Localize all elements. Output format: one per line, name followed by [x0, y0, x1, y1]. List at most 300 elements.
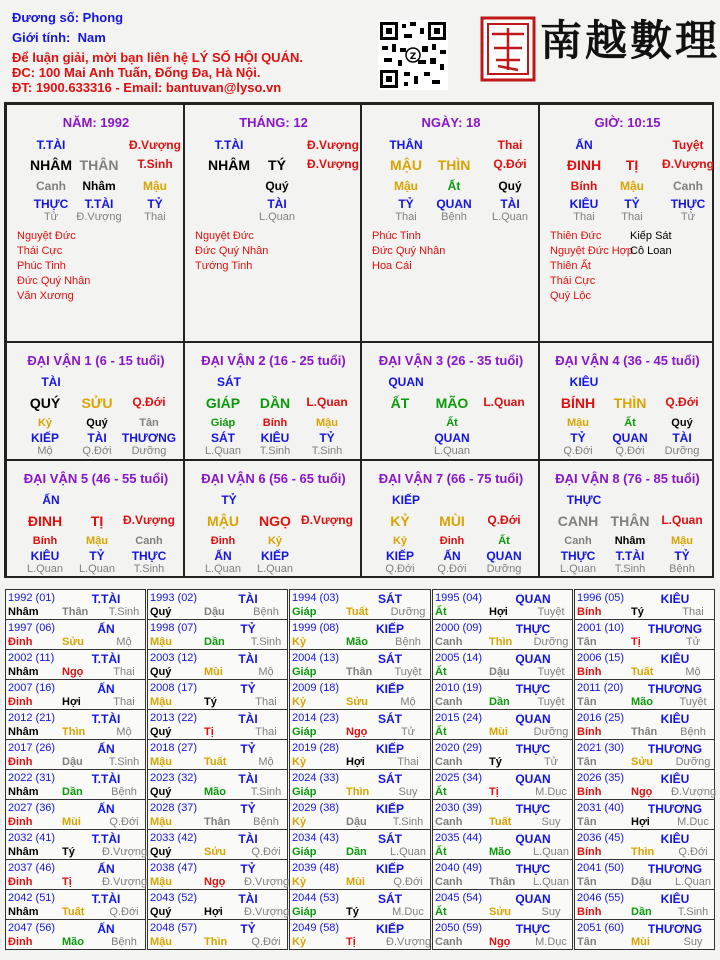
- year-god: KIẾP: [375, 922, 404, 936]
- year-state: M.Dục: [392, 906, 424, 918]
- year-label: 2046 (55): [577, 892, 625, 904]
- dai-van-god-hidden: TỶ: [319, 431, 335, 445]
- year-cell[interactable]: [289, 679, 431, 710]
- year-god: QUAN: [515, 832, 551, 846]
- year-stem: Quý: [150, 666, 172, 678]
- year-branch: Sửu: [631, 756, 654, 768]
- year-cell[interactable]: [432, 589, 573, 620]
- dai-van-god-hidden: TÀI: [672, 431, 692, 445]
- star-item: Kiếp Sát: [630, 230, 672, 242]
- year-branch: Hợi: [62, 696, 81, 708]
- dai-van-hidden: Quý: [671, 417, 693, 429]
- year-stem: Ất: [435, 846, 447, 858]
- year-god: TÀI: [238, 652, 258, 666]
- year-stem: Mậu: [150, 756, 172, 768]
- year-label: 2002 (11): [8, 652, 55, 664]
- year-cell[interactable]: [147, 919, 288, 950]
- year-state: M.Dục: [677, 816, 709, 828]
- year-label: 2031 (40): [577, 802, 625, 814]
- year-state: Dưỡng: [390, 606, 426, 618]
- year-cell[interactable]: [432, 619, 573, 650]
- year-stem: Ất: [435, 666, 447, 678]
- year-cell[interactable]: [5, 709, 146, 740]
- year-branch: Mùi: [204, 666, 223, 678]
- year-stem: Canh: [435, 936, 463, 948]
- year-stem: Nhâm: [8, 846, 39, 858]
- year-cell[interactable]: [289, 649, 431, 680]
- year-branch: Mùi: [346, 876, 365, 888]
- year-stem: Nhâm: [8, 906, 39, 918]
- year-label: 2051 (60): [577, 922, 625, 934]
- year-state: Đ.Vượng: [244, 876, 290, 888]
- year-branch: Thìn: [631, 846, 655, 858]
- dai-van-state: Mộ: [37, 445, 53, 457]
- year-cell[interactable]: [574, 769, 715, 800]
- year-label: 2038 (47): [150, 862, 198, 874]
- dai-van-god: KIÊU: [569, 375, 599, 389]
- year-label: 2047 (56): [8, 922, 56, 934]
- year-stem: Canh: [435, 696, 463, 708]
- dai-van-state: Dưỡng: [486, 563, 522, 575]
- year-label: 2049 (58): [292, 922, 340, 934]
- dai-van-god-hidden: QUAN: [486, 549, 522, 563]
- year-label: 2048 (57): [150, 922, 198, 934]
- year-cell[interactable]: [574, 709, 715, 740]
- dai-van-hidden: Bính: [262, 417, 288, 429]
- year-state: Tuyệt: [537, 666, 565, 678]
- year-cell[interactable]: [574, 619, 715, 650]
- year-cell[interactable]: [289, 859, 431, 890]
- year-cell[interactable]: [574, 919, 715, 950]
- star-item: Đức Quý Nhân: [17, 275, 91, 287]
- year-stem: Đinh: [8, 936, 33, 948]
- dai-van-state: Q.Đới: [385, 563, 415, 575]
- dai-van-god-hidden: SÁT: [211, 431, 235, 445]
- dai-van-hidden: Tân: [139, 417, 159, 429]
- year-cell[interactable]: [5, 799, 146, 830]
- dai-van-cell: [6, 460, 184, 578]
- year-stem: Mậu: [150, 936, 172, 948]
- year-label: 1992 (01): [8, 592, 56, 604]
- dai-van-state: T.Sinh: [133, 563, 165, 575]
- year-cell[interactable]: [5, 769, 146, 800]
- year-label: 2036 (45): [577, 832, 625, 844]
- year-cell[interactable]: [432, 799, 573, 830]
- dai-van-state: Q.Đới: [82, 445, 112, 457]
- year-branch: Thân: [346, 666, 373, 678]
- dai-van-god-hidden: THỰC: [131, 549, 167, 563]
- year-label: 2026 (35): [577, 772, 625, 784]
- year-god: SÁT: [378, 772, 402, 786]
- dai-van-god-hidden: T.TÀI: [615, 549, 645, 563]
- pillar-hidden: Quý: [498, 179, 522, 193]
- year-stem: Giáp: [292, 846, 317, 858]
- year-label: 2037 (46): [8, 862, 56, 874]
- pillar-hidden: Nhâm: [82, 179, 116, 193]
- year-label: 2000 (09): [435, 622, 483, 634]
- year-cell[interactable]: [147, 799, 288, 830]
- year-label: 2029 (38): [292, 802, 340, 814]
- year-label: 1995 (04): [435, 592, 483, 604]
- year-state: Thai: [397, 756, 419, 768]
- year-god: QUAN: [515, 652, 551, 666]
- year-stem: Nhâm: [8, 606, 39, 618]
- year-label: 2013 (22): [150, 712, 198, 724]
- star-item: Phúc Tinh: [17, 260, 66, 272]
- dai-van-god-hidden: THƯƠNG: [121, 431, 177, 445]
- contact-line: Để luận giải, mời bạn liên hệ LÝ SỐ HỘI QUÁN.: [12, 50, 303, 65]
- star-item: Thiên Ất: [550, 260, 591, 272]
- year-state: Q.Đới: [251, 936, 281, 948]
- dai-van-god: TÀI: [41, 375, 61, 389]
- dai-van-hidden: Ất: [446, 417, 458, 429]
- year-state: Suy: [398, 786, 418, 798]
- year-cell[interactable]: [432, 919, 573, 950]
- star-item: Phúc Tinh: [372, 230, 421, 242]
- year-god: TÀI: [238, 592, 258, 606]
- year-cell[interactable]: [432, 889, 573, 920]
- year-stem: Kỷ: [292, 876, 307, 888]
- dai-van-god-hidden: ẤN: [443, 549, 461, 563]
- year-state: Mộ: [258, 666, 274, 678]
- year-god: ẤN: [97, 682, 115, 696]
- year-branch: Hợi: [346, 756, 365, 768]
- year-stem: Bính: [577, 846, 602, 858]
- year-branch: Ngọ: [489, 936, 511, 948]
- year-label: 2017 (26): [8, 742, 56, 754]
- year-state: Tuyệt: [537, 696, 565, 708]
- qr-code[interactable]: [378, 20, 448, 90]
- dai-van-main: KỶ: [390, 513, 410, 529]
- year-label: 2034 (43): [292, 832, 340, 844]
- pillar-stars: [195, 229, 268, 274]
- year-god: THƯƠNG: [647, 802, 703, 816]
- year-stem: Kỷ: [292, 696, 307, 708]
- dai-van-state: T.Sinh: [311, 445, 343, 457]
- pillar-gods: TỶ: [398, 197, 414, 211]
- pillar-main: TÝ: [268, 157, 286, 173]
- year-cell[interactable]: [5, 859, 146, 890]
- pillar-main: Đ.Vượng: [307, 157, 359, 171]
- year-state: Bệnh: [680, 726, 706, 738]
- year-cell[interactable]: [289, 619, 431, 650]
- year-branch: Dần: [346, 846, 367, 858]
- dai-van-cell: [184, 460, 361, 578]
- dai-van-title: ĐẠI VẬN 4 (36 - 45 tuổi): [555, 353, 700, 368]
- year-branch: Tý: [631, 606, 644, 618]
- year-god: SÁT: [378, 652, 402, 666]
- pillar-gods: KIÊU: [569, 197, 599, 211]
- pillar-main: NHÂM: [30, 157, 72, 173]
- year-branch: Tị: [346, 936, 356, 948]
- year-state: Bệnh: [111, 936, 137, 948]
- year-branch: Dậu: [62, 756, 83, 768]
- year-cell[interactable]: [432, 709, 573, 740]
- year-cell[interactable]: [289, 739, 431, 770]
- year-cell[interactable]: [432, 679, 573, 710]
- year-label: 2006 (15): [577, 652, 625, 664]
- dai-van-hidden: Nhâm: [614, 535, 646, 547]
- year-cell[interactable]: [289, 799, 431, 830]
- year-cell[interactable]: [5, 919, 146, 950]
- pillar-gods: TỶ: [147, 197, 163, 211]
- year-god: KIÊU: [660, 832, 690, 846]
- year-god: THỰC: [515, 802, 551, 816]
- pillar-states: L.Quan: [258, 211, 296, 223]
- year-label: 2014 (23): [292, 712, 340, 724]
- year-label: 2004 (13): [292, 652, 340, 664]
- pillar-states: Thai: [395, 211, 417, 223]
- year-state: Mộ: [685, 666, 701, 678]
- pillar-main: Q.Đới: [493, 157, 527, 171]
- year-branch: Tuất: [346, 606, 369, 618]
- year-cell[interactable]: [289, 829, 431, 860]
- year-god: KIÊU: [660, 892, 690, 906]
- year-stem: Giáp: [292, 786, 317, 798]
- year-label: 1997 (06): [8, 622, 56, 634]
- year-state: T.Sinh: [250, 786, 282, 798]
- year-cell[interactable]: [147, 889, 288, 920]
- year-cell[interactable]: [574, 739, 715, 770]
- year-stem: Đinh: [8, 816, 33, 828]
- dai-van-god-hidden: KIẾP: [260, 549, 289, 563]
- year-cell[interactable]: [147, 859, 288, 890]
- phone-email-line: ĐT: 1900.633316 - Email: bantuvan@lyso.vn: [12, 80, 282, 95]
- year-god: TỶ: [240, 862, 256, 876]
- year-cell[interactable]: [289, 889, 431, 920]
- year-cell[interactable]: [432, 859, 573, 890]
- year-cell[interactable]: [574, 679, 715, 710]
- year-stem: Mậu: [150, 636, 172, 648]
- year-god: KIẾP: [375, 862, 404, 876]
- year-cell[interactable]: [147, 649, 288, 680]
- pillar-cell: [361, 104, 539, 342]
- year-cell[interactable]: [147, 679, 288, 710]
- year-label: 1993 (02): [150, 592, 198, 604]
- dai-van-title: ĐẠI VẬN 8 (76 - 85 tuổi): [555, 471, 700, 486]
- year-god: SÁT: [378, 832, 402, 846]
- pillar-states: L.Quan: [491, 211, 529, 223]
- year-branch: Mão: [631, 696, 653, 708]
- star-item: Thiên Đức: [550, 230, 602, 242]
- pillar-top: ẤN: [575, 138, 593, 152]
- year-cell[interactable]: [147, 829, 288, 860]
- year-cell[interactable]: [5, 619, 146, 650]
- year-cell[interactable]: [289, 919, 431, 950]
- year-cell[interactable]: [147, 619, 288, 650]
- dai-van-title: ĐẠI VẬN 5 (46 - 55 tuổi): [23, 471, 169, 486]
- star-item: Cô Loan: [630, 245, 672, 257]
- star-item: Tướng Tinh: [195, 260, 253, 272]
- dai-van-cell: [361, 460, 539, 578]
- pillar-top: T.TÀI: [36, 138, 66, 152]
- year-label: 2012 (21): [8, 712, 56, 724]
- dai-van-hidden: Bính: [32, 535, 58, 547]
- dai-van-main: Q.Đới: [487, 513, 521, 527]
- year-stem: Quý: [150, 846, 172, 858]
- dai-van-hidden: Kỷ: [392, 535, 408, 547]
- year-branch: Thìn: [489, 636, 513, 648]
- dai-van-state: L.Quan: [433, 445, 471, 457]
- address-line: ĐC: 100 Mai Anh Tuấn, Đống Đa, Hà Nội.: [12, 65, 261, 80]
- year-god: SÁT: [378, 712, 402, 726]
- year-branch: Mão: [489, 846, 511, 858]
- dai-van-state: L.Quan: [204, 445, 242, 457]
- year-god: ẤN: [97, 742, 115, 756]
- pillar-stars-2: [630, 229, 672, 259]
- dai-van-main: QUÝ: [29, 395, 61, 411]
- year-state: Đ.Vượng: [386, 936, 432, 948]
- year-god: THƯƠNG: [647, 742, 703, 756]
- pillar-cell: [539, 104, 714, 342]
- year-cell[interactable]: [147, 739, 288, 770]
- year-label: 1998 (07): [150, 622, 198, 634]
- year-cell[interactable]: [432, 769, 573, 800]
- dai-van-hidden: Ất: [498, 535, 510, 547]
- year-branch: Dần: [631, 906, 652, 918]
- year-state: Dưỡng: [533, 636, 569, 648]
- year-state: Mộ: [400, 696, 416, 708]
- year-stem: Tân: [577, 876, 597, 888]
- year-branch: Tuất: [631, 666, 654, 678]
- star-item: Hoa Cái: [372, 260, 412, 272]
- year-cell[interactable]: [5, 889, 146, 920]
- dai-van-god-hidden: KIẾP: [385, 549, 414, 563]
- year-state: Suy: [541, 816, 561, 828]
- year-god: QUAN: [515, 592, 551, 606]
- dai-van-cell: [361, 342, 539, 460]
- year-cell[interactable]: [574, 589, 715, 620]
- year-label: 2011 (20): [577, 682, 624, 694]
- year-cell[interactable]: [432, 829, 573, 860]
- year-label: 2022 (31): [8, 772, 56, 784]
- year-state: Q.Đới: [109, 906, 139, 918]
- year-stem: Quý: [150, 606, 172, 618]
- year-label: 2039 (48): [292, 862, 340, 874]
- pillar-title: NĂM: 1992: [62, 115, 130, 130]
- year-state: L.Quan: [389, 846, 427, 858]
- year-cell[interactable]: [5, 739, 146, 770]
- year-god: TÀI: [238, 712, 258, 726]
- year-god: TÀI: [238, 772, 258, 786]
- year-branch: Sửu: [346, 696, 369, 708]
- dai-van-god: TỶ: [221, 493, 237, 507]
- year-cell[interactable]: [5, 829, 146, 860]
- year-cell[interactable]: [147, 769, 288, 800]
- year-cell[interactable]: [289, 769, 431, 800]
- year-branch: Tuất: [62, 906, 85, 918]
- dai-van-main: Đ.Vượng: [301, 513, 353, 527]
- dai-van-title: ĐẠI VẬN 6 (56 - 65 tuổi): [201, 471, 346, 486]
- year-cell[interactable]: [574, 889, 715, 920]
- year-cell[interactable]: [432, 649, 573, 680]
- dai-van-main: MÙI: [439, 513, 465, 529]
- year-label: 2020 (29): [435, 742, 483, 754]
- year-cell[interactable]: [289, 709, 431, 740]
- year-label: 2008 (17): [150, 682, 198, 694]
- year-cell[interactable]: [574, 649, 715, 680]
- year-god: THƯƠNG: [647, 682, 703, 696]
- year-god: T.TÀI: [91, 772, 121, 786]
- year-cell[interactable]: [574, 799, 715, 830]
- year-label: 2045 (54): [435, 892, 483, 904]
- year-label: 2003 (12): [150, 652, 198, 664]
- pillar-states: Bệnh: [441, 211, 467, 223]
- pillar-states: Thai: [621, 211, 643, 223]
- star-item: Thái Cực: [17, 245, 63, 257]
- year-god: QUAN: [515, 892, 551, 906]
- pillar-states: Tử: [680, 211, 696, 223]
- dai-van-main: BÍNH: [560, 395, 596, 411]
- dai-van-state: T.Sinh: [259, 445, 291, 457]
- year-state: Thai: [113, 696, 135, 708]
- pillar-main: THÂN: [79, 157, 119, 173]
- year-god: TỶ: [240, 682, 256, 696]
- dai-van-hidden: Kỷ: [37, 417, 53, 429]
- pillar-main: TỊ: [625, 157, 639, 173]
- year-stem: Bính: [577, 906, 602, 918]
- year-cell[interactable]: [289, 589, 431, 620]
- year-stem: Nhâm: [8, 726, 39, 738]
- dai-van-state: L.Quan: [26, 563, 64, 575]
- dai-van-state: T.Sinh: [614, 563, 646, 575]
- year-cell[interactable]: [5, 649, 146, 680]
- pillar-states: Thai: [573, 211, 595, 223]
- year-god: KIÊU: [660, 712, 690, 726]
- dai-van-hidden: Mậu: [86, 535, 108, 547]
- year-branch: Tị: [489, 786, 499, 798]
- year-cell[interactable]: [574, 829, 715, 860]
- year-cell[interactable]: [147, 589, 288, 620]
- pillar-top: THÂN: [389, 138, 423, 152]
- pillar-top: Tuyệt: [672, 138, 704, 152]
- year-state: Q.Đới: [251, 846, 281, 858]
- year-cell[interactable]: [574, 859, 715, 890]
- year-stem: Tân: [577, 936, 597, 948]
- dai-van-state: L.Quan: [256, 563, 294, 575]
- year-branch: Tuất: [204, 756, 227, 768]
- year-cell[interactable]: [5, 589, 146, 620]
- year-god: TÀI: [238, 892, 258, 906]
- dai-van-main: Q.Đới: [665, 395, 699, 409]
- year-cell[interactable]: [5, 679, 146, 710]
- year-state: T.Sinh: [250, 636, 282, 648]
- year-branch: Dậu: [204, 606, 225, 618]
- pillar-hidden: Quý: [265, 179, 289, 193]
- dai-van-god-hidden: TỶ: [674, 549, 690, 563]
- year-state: Thai: [255, 696, 277, 708]
- pillar-cell: [6, 104, 184, 342]
- year-god: KIẾP: [375, 802, 404, 816]
- year-stem: Bính: [577, 786, 602, 798]
- year-stem: Kỷ: [292, 936, 307, 948]
- year-label: 2042 (51): [8, 892, 56, 904]
- year-branch: Hợi: [489, 606, 508, 618]
- dai-van-hidden: Canh: [135, 535, 163, 547]
- year-cell[interactable]: [147, 709, 288, 740]
- year-god: ẤN: [97, 922, 115, 936]
- dai-van-hidden: Đinh: [210, 535, 236, 547]
- pillar-title: GIỜ: 10:15: [594, 115, 661, 130]
- year-state: Thai: [682, 606, 704, 618]
- year-label: 2040 (49): [435, 862, 483, 874]
- pillar-hidden: Ất: [447, 179, 461, 193]
- year-cell[interactable]: [432, 739, 573, 770]
- year-branch: Mão: [346, 636, 368, 648]
- year-stem: Giáp: [292, 726, 317, 738]
- year-stem: Nhâm: [8, 786, 39, 798]
- dai-van-state: Dưỡng: [131, 445, 167, 457]
